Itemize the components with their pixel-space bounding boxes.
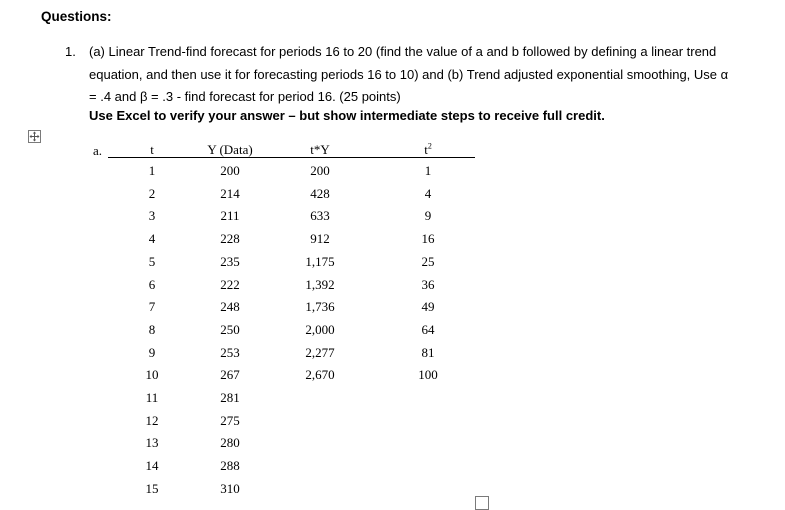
question-text-line-3: = .4 and β = .3 - find forecast for period 16. (25 points) [89,89,401,104]
cell-y: 228 [220,231,240,247]
header-rule [108,157,475,158]
question-number: 1. [65,44,76,59]
cell-ty: 633 [310,208,330,224]
cell-y: 267 [220,367,240,383]
cell-y: 275 [220,412,240,428]
cell-y: 281 [220,390,240,405]
cell-y: 288 [220,458,240,474]
cell-t: 1 [148,163,156,178]
cell-t: 11 [145,390,159,405]
cell-t2: 4 [424,185,432,201]
cell-t: 6 [148,276,156,292]
cell-t: 5 [148,253,156,269]
cell-y: 211 [220,208,240,224]
cell-t: 10 [145,367,159,383]
cell-t2: 100 [418,367,438,383]
cell-t: 8 [148,321,156,337]
cell-y: 222 [220,276,240,292]
resize-handle-icon[interactable] [475,496,489,510]
question-instruction: Use Excel to verify your answer – but show intermediate steps to receive full credit. [89,108,605,123]
cell-t: 12 [145,412,159,428]
part-a-label: a. [93,143,103,158]
cell-t: 2 [148,185,156,201]
cell-t2: 36 [421,276,435,292]
cell-ty: 200 [310,163,330,178]
cell-ty: 912 [310,231,330,247]
move-arrows-icon [29,131,40,142]
cell-y: 248 [220,299,240,315]
table-move-handle[interactable] [28,130,41,143]
header-t: t [150,142,154,157]
cell-y: 250 [220,321,240,337]
header-t-times-y: t*Y [310,142,330,157]
cell-ty: 428 [310,185,330,201]
header-y-data: Y (Data) [207,142,253,157]
cell-t2: 1 [424,163,432,178]
cell-y: 214 [220,185,240,201]
cell-t2: 49 [421,299,435,315]
cell-t2: 81 [421,344,435,360]
cell-ty: 1,736 [305,299,335,315]
question-text-line-2: equation, and then use it for forecasting periods 16 to 10) and (b) Trend adjusted exponential smoothing, Use α [89,67,729,82]
cell-ty: 2,277 [305,344,335,360]
cell-t2: 25 [421,253,435,269]
cell-y: 235 [220,253,240,269]
cell-t: 15 [145,480,159,496]
cell-t: 13 [145,435,159,451]
cell-t: 7 [148,299,156,315]
cell-ty: 1,175 [305,253,335,269]
cell-t: 4 [148,231,156,247]
page-heading: Questions: [41,9,112,24]
cell-t2: 16 [421,231,435,247]
question-text-line-1: (a) Linear Trend-find forecast for periods 16 to 20 (find the value of a and b followed by defining a linear trend [89,44,717,59]
header-t-squared: $t^2$ [424,141,432,157]
cell-ty: 1,392 [305,276,335,292]
cell-t: 14 [145,458,159,474]
cell-y: 310 [220,480,240,496]
cell-y: 280 [220,435,240,451]
cell-ty: 2,000 [305,321,335,337]
cell-t2: 9 [424,208,432,224]
cell-y: 200 [220,163,240,178]
cell-t: 3 [148,208,156,224]
cell-t2: 64 [421,321,435,337]
cell-t: 9 [148,344,156,360]
cell-ty: 2,670 [305,367,335,383]
cell-y: 253 [220,344,240,360]
